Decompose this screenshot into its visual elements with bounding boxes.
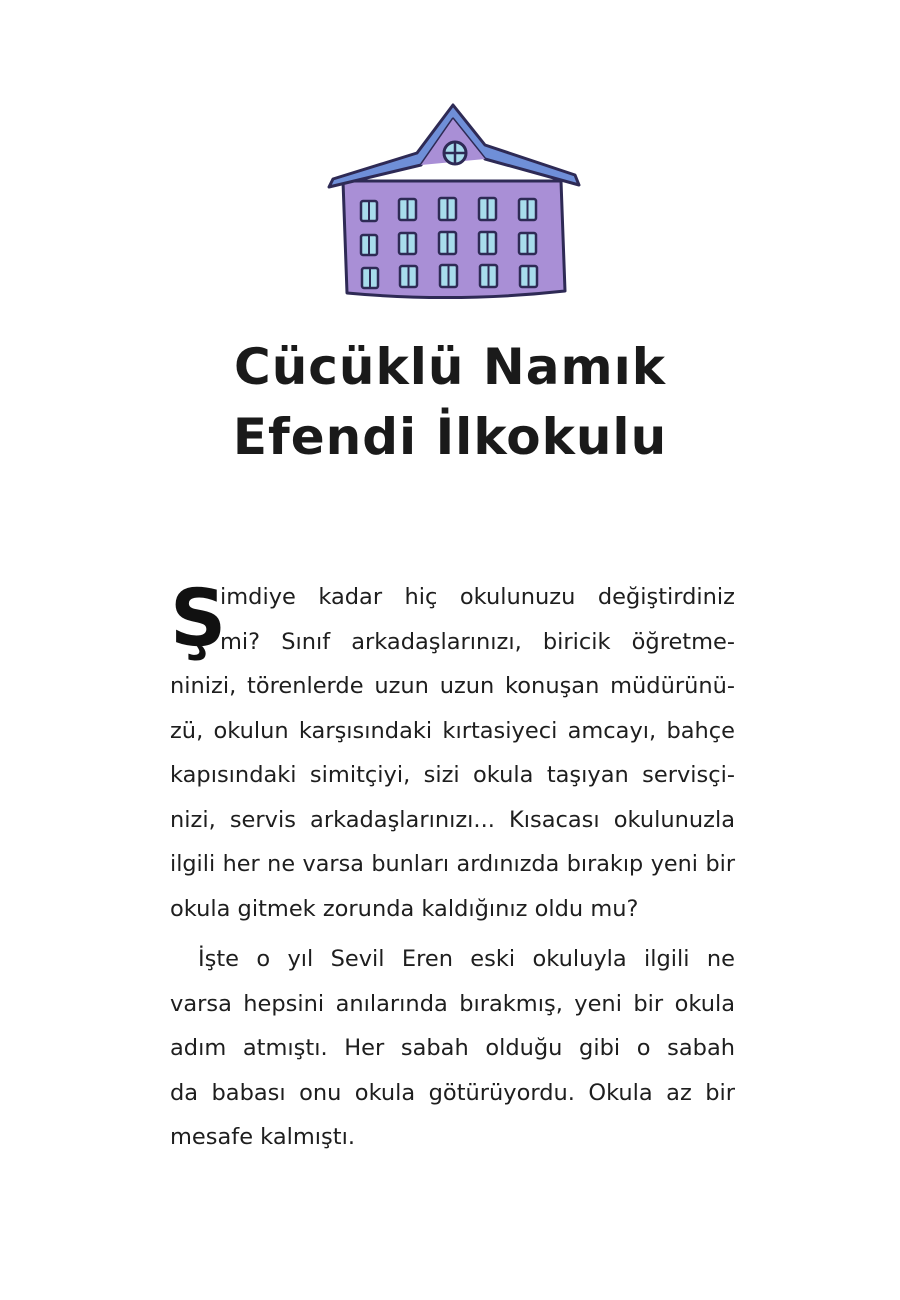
text-line: da babası onu okula götürüyordu. Okula az bir: [170, 1079, 735, 1106]
chapter-title-line-2: Efendi İlkokulu: [232, 408, 668, 466]
text-line: ninizi, törenlerde uzun uzun konuşan müdürünü-: [170, 673, 735, 699]
paragraph-1: [170, 575, 735, 931]
text-line: zü, okulun karşısındaki kırtasiyeci amcayı, bahçe: [170, 717, 735, 744]
text-line: İşte o yıl Sevil Eren eski okuluyla ilgili ne: [198, 946, 735, 972]
text-line: kapısındaki simitçiyi, sizi okula taşıyan servisçi-: [170, 762, 735, 788]
text-line: mi? Sınıf arkadaşlarınızı, biricik öğretme-: [220, 628, 735, 655]
text-line: imdiye kadar hiç okulunuzu değiştirdiniz: [220, 584, 735, 610]
text-line: mesafe kalmıştı.: [170, 1124, 355, 1150]
body-text: [170, 575, 735, 1160]
text-line: nizi, servis arkadaşlarınızı... Kısacası okulunuzla: [170, 806, 735, 833]
drop-cap: Ş: [170, 574, 227, 664]
text-line: okula gitmek zorunda kaldığınız oldu mu?: [170, 895, 639, 922]
round-window-icon: [444, 142, 466, 164]
school-building-icon: [325, 95, 583, 305]
chapter-title-line-1: Cücüklü Namık: [234, 338, 666, 396]
text-line: varsa hepsini anılarında bırakmış, yeni bir okula: [170, 990, 735, 1017]
text-line: adım atmıştı. Her sabah olduğu gibi o sabah: [170, 1035, 735, 1061]
paragraph-2: [170, 937, 735, 1160]
text-line: ilgili her ne varsa bunları ardınızda bırakıp yeni bir: [170, 851, 735, 877]
chapter-title: [0, 332, 900, 472]
